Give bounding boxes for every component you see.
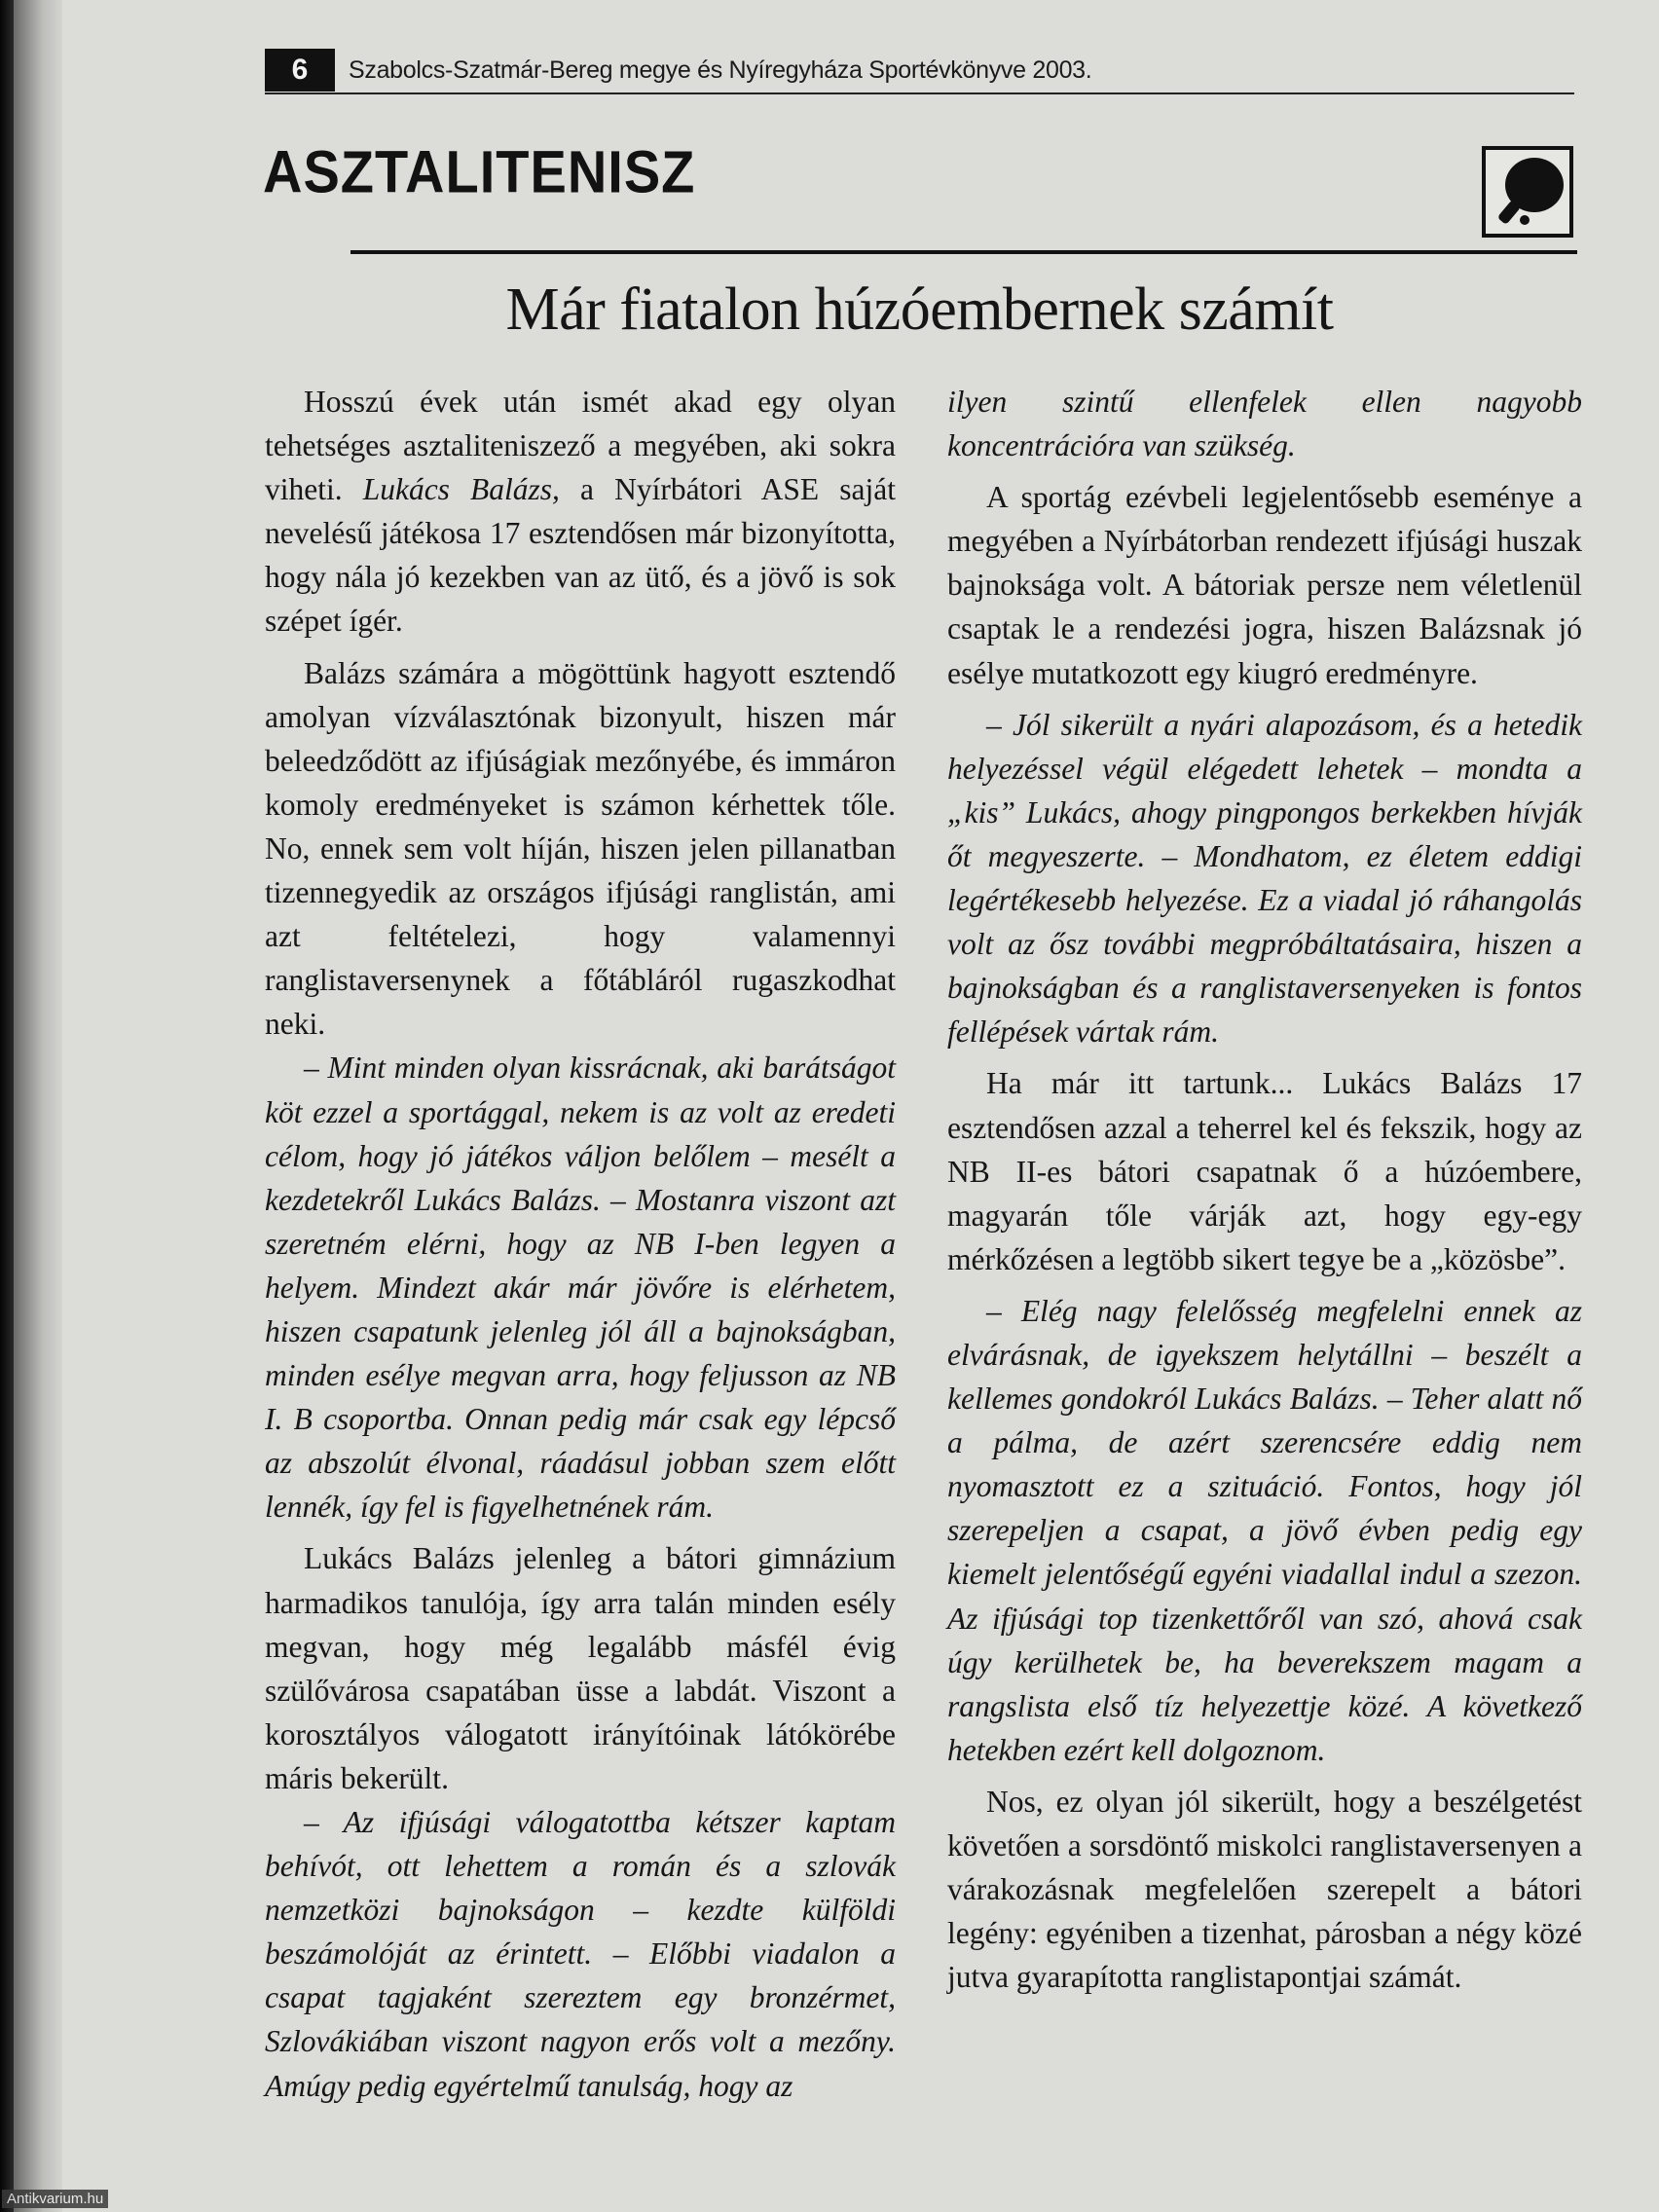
- paragraph: Hosszú évek után ismét akad egy olyan tehetséges asztaliteniszező a megyében, aki sokra viheti. Lukács Balázs, a Nyírbátori ASE saját nevelésű játékosa 17 esztendősen már bizonyította, hogy nála jó kezekben van az ütő, és a jövő is sok szépet ígér.: [265, 385, 896, 639]
- quote-paragraph: – Jól sikerült a nyári alapozásom, és a hetedik helyezéssel végül elégedett lehetek – mondta a „kis” Lukács, ahogy pingpongos berkekben hívják őt megyeszerte. – Mondhatom, ez életem eddigi legértékesebb helyezése. Ez a viadal jó ráhangolás volt az ősz további megpróbáltatásaira, hiszen a bajnokságban és a ranglistaversenyeken is fontos fellépések vártak rám.: [947, 707, 1582, 1050]
- quote-paragraph: – Az ifjúsági válogatottba kétszer kaptam behívót, ott lehettem a román és a szlovák nemzetközi bajnokságon – kezdte külföldi beszámolóját az érintett. – Előbbi viadalon a csapat tagjaként szereztem egy bronzérmet, Szlovákiában viszont nagyon erős volt a mezőny. Amúgy pedig egyértelmű tanulság, hogy az: [265, 1805, 896, 2103]
- watermark: Antikvarium.hu: [2, 2190, 108, 2208]
- table-tennis-paddle-icon: [1482, 146, 1573, 238]
- section-title: ASZTALITENISZ: [263, 137, 696, 205]
- book-gutter: [14, 0, 62, 2212]
- paragraph: Lukács Balázs jelenleg a bátori gimnázium harmadikos tanulója, így arra talán minden esély megvan, hogy még legalább másfél évig szülővárosa csapatában üsse a labdát. Viszont a korosztályos válogatott irányítóinak látókörébe máris bekerült.: [265, 1541, 896, 1795]
- book-spine-shadow: [0, 0, 14, 2212]
- paragraph: A sportág ezévbeli legjelentősebb eseménye a megyében a Nyírbátorban rendezett ifjúsági huszak bajnoksága volt. A bátoriak persze nem véletlenül csaptak le a rendezési jogra, hiszen Balázsnak jó esélye mutatkozott egy kiugró eredményre.: [947, 480, 1582, 690]
- paragraph: Ha már itt tartunk... Lukács Balázs 17 esztendősen azzal a teherrel kel és fekszik, hogy az NB II-es bátori csapatnak ő a húzóembere, magyarán tőle várják azt, hogy egy-egy mérkőzésen a legtöbb sikert tegye be a „közösbe”.: [947, 1066, 1582, 1276]
- paragraph: Balázs számára a mögöttünk hagyott esztendő amolyan vízválasztónak bizonyult, hiszen már beleedződött az ifjúságiak mezőnyébe, és immáron komoly eredményeket is számon kérhettek tőle. No, ennek sem volt híján, hiszen jelen pillanatban tizennegyedik az országos ifjúsági ranglistán, ami azt feltételezi, hogy valamennyi ranglistaversenynek a főtábláról rugaszkodhat neki.: [265, 655, 896, 1042]
- page-number: 6: [265, 49, 335, 92]
- quote-paragraph: – Elég nagy felelősség megfelelni ennek az elvárásnak, de igyekszem helytállni – beszélt a kellemes gondokról Lukács Balázs. – Teher alatt nő a pálma, de azért szerencsére eddig nem nyomasztott ez a szituáció. Fontos, hogy jól szerepeljen a csapat, a jövő évben pedig egy kiemelt jelentőségű egyéni viadallal indul a szezon. Az ifjúsági top tizenkettőről van szó, ahová csak úgy kerülhetek be, ha beverekszem magam a rangslista első tíz helyezettje közé. A következő hetekben ezért kell dolgoznom.: [947, 1293, 1582, 1767]
- player-name: Lukács Balázs,: [362, 472, 560, 507]
- quote-paragraph: ilyen szintű ellenfelek ellen nagyobb koncentrációra van szükség.: [947, 385, 1582, 463]
- article-headline: Már fiatalon húzóembernek számít: [505, 276, 1334, 343]
- running-title: Szabolcs-Szatmár-Bereg megye és Nyíregyháza Sportévkönyve 2003.: [349, 56, 1092, 84]
- right-column: [947, 380, 1582, 1999]
- paragraph: Nos, ez olyan jól sikerült, hogy a beszélgetést követően a sorsdöntő miskolci ranglistaversenyen a várakozásnak megfelelően szerepelt a bátori legény: egyéniben a tizenhat, párosban a négy közé jutva gyarapította ranglistapontjai számát.: [947, 1784, 1582, 1995]
- section-rule: [350, 250, 1577, 254]
- left-column: [265, 380, 896, 2108]
- header-rule: [265, 92, 1574, 94]
- quote-paragraph: – Mint minden olyan kissrácnak, aki barátságot köt ezzel a sportággal, nekem is az volt az eredeti célom, hogy jó játékos váljon belőlem – mesélt a kezdetekről Lukács Balázs. – Mostanra viszont azt szeretném elérni, hogy az NB I-ben legyen a helyem. Mindezt akár már jövőre is elérhetem, hiszen csapatunk jelenleg jól áll a bajnokságban, minden esélye megvan arra, hogy feljusson az NB I. B csoportba. Onnan pedig már csak egy lépcső az abszolút élvonal, ráadásul jobban szem előtt lennék, így fel is figyelhetnének rám.: [265, 1051, 896, 1525]
